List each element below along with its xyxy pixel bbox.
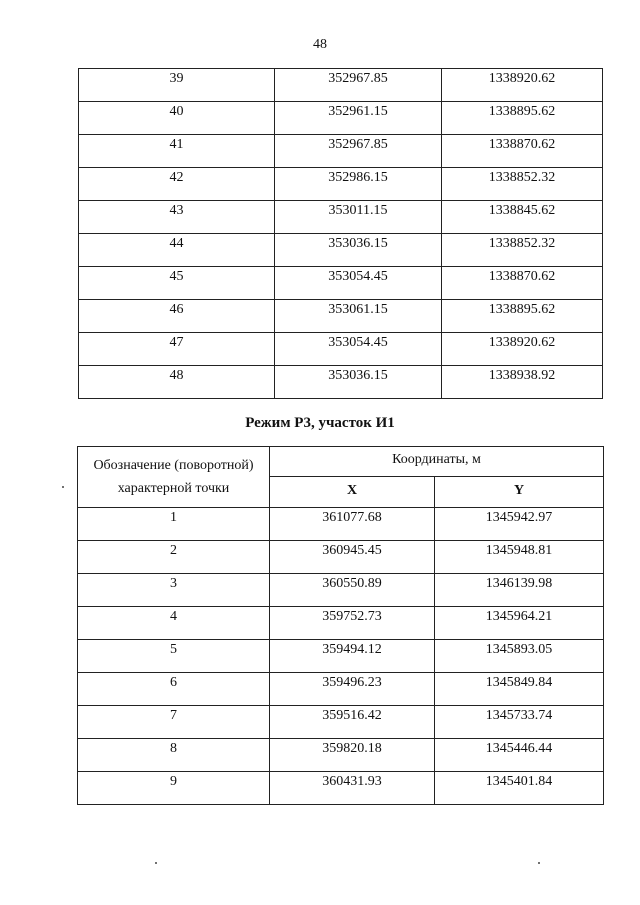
cell-y: 1338845.62 (442, 201, 603, 234)
cell-y: 1338938.92 (442, 366, 603, 399)
cell-y: 1338895.62 (442, 300, 603, 333)
cell-y: 1345849.84 (435, 673, 604, 706)
table-row (79, 267, 603, 300)
cell-x: 359494.12 (270, 640, 435, 673)
cell-x: 360550.89 (270, 574, 435, 607)
cell-x: 360431.93 (270, 772, 435, 805)
cell-point: 46 (79, 300, 275, 333)
cell-point: 48 (79, 366, 275, 399)
coordinates-table (77, 446, 604, 805)
cell-x: 359820.18 (270, 739, 435, 772)
cell-y: 1345446.44 (435, 739, 604, 772)
coordinates-table-continued (78, 68, 603, 399)
table-row (78, 607, 604, 640)
cell-y: 1345733.74 (435, 706, 604, 739)
cell-x: 360945.45 (270, 541, 435, 574)
coordinates-table-body (78, 508, 604, 805)
header-point-designation: Обозначение (поворотной) характерной точки (78, 447, 270, 508)
cell-y: 1338895.62 (442, 102, 603, 135)
cell-y: 1338920.62 (442, 333, 603, 366)
cell-x: 353054.45 (275, 333, 442, 366)
cell-y: 1338852.32 (442, 234, 603, 267)
cell-x: 359496.23 (270, 673, 435, 706)
cell-point: 2 (78, 541, 270, 574)
table-row (78, 673, 604, 706)
scan-speck (538, 862, 540, 864)
cell-x: 352967.85 (275, 135, 442, 168)
cell-y: 1346139.98 (435, 574, 604, 607)
cell-x: 359752.73 (270, 607, 435, 640)
cell-point: 44 (79, 234, 275, 267)
table-row (79, 366, 603, 399)
cell-x: 353054.45 (275, 267, 442, 300)
header-y: Y (435, 476, 604, 507)
table-row (78, 541, 604, 574)
cell-y: 1345893.05 (435, 640, 604, 673)
cell-x: 353036.15 (275, 234, 442, 267)
table-row (78, 640, 604, 673)
cell-point: 3 (78, 574, 270, 607)
cell-x: 352986.15 (275, 168, 442, 201)
cell-x: 352967.85 (275, 69, 442, 102)
cell-point: 4 (78, 607, 270, 640)
cell-x: 361077.68 (270, 508, 435, 541)
cell-y: 1338870.62 (442, 267, 603, 300)
coordinates-table-header (78, 447, 604, 508)
table-row (79, 333, 603, 366)
table-row (79, 102, 603, 135)
table-row (79, 168, 603, 201)
header-x: X (270, 476, 435, 507)
cell-x: 352961.15 (275, 102, 442, 135)
cell-point: 43 (79, 201, 275, 234)
cell-point: 6 (78, 673, 270, 706)
cell-point: 41 (79, 135, 275, 168)
cell-point: 40 (79, 102, 275, 135)
page-number: 48 (313, 37, 327, 52)
header-coordinates: Координаты, м (270, 447, 604, 477)
cell-y: 1345401.84 (435, 772, 604, 805)
table-row (78, 508, 604, 541)
table-row (79, 300, 603, 333)
cell-point: 7 (78, 706, 270, 739)
cell-point: 39 (79, 69, 275, 102)
cell-x: 353036.15 (275, 366, 442, 399)
cell-y: 1345942.97 (435, 508, 604, 541)
section-title: Режим Р3, участок И1 (245, 415, 395, 431)
table-row (78, 706, 604, 739)
scan-speck (62, 486, 64, 488)
cell-point: 47 (79, 333, 275, 366)
cell-point: 1 (78, 508, 270, 541)
scan-speck (155, 862, 157, 864)
cell-x: 353061.15 (275, 300, 442, 333)
cell-y: 1338920.62 (442, 69, 603, 102)
cell-point: 8 (78, 739, 270, 772)
cell-x: 353011.15 (275, 201, 442, 234)
table-row (79, 69, 603, 102)
table-row (79, 234, 603, 267)
table-row (78, 739, 604, 772)
cell-point: 5 (78, 640, 270, 673)
cell-y: 1338852.32 (442, 168, 603, 201)
cell-x: 359516.42 (270, 706, 435, 739)
cell-y: 1345964.21 (435, 607, 604, 640)
table-row (78, 574, 604, 607)
cell-point: 42 (79, 168, 275, 201)
table-row (79, 135, 603, 168)
cell-y: 1345948.81 (435, 541, 604, 574)
coordinates-table-body (79, 69, 603, 399)
table-row (79, 201, 603, 234)
table-row (78, 772, 604, 805)
cell-y: 1338870.62 (442, 135, 603, 168)
cell-point: 45 (79, 267, 275, 300)
cell-point: 9 (78, 772, 270, 805)
